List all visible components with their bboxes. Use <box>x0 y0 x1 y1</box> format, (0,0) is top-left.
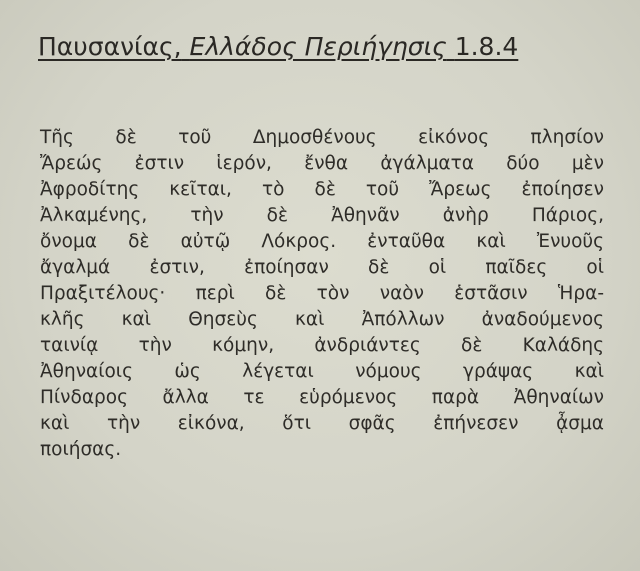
passage-line: Πίνδαρος ἄλλα τε εὑρόμενος παρὰ Ἀθηναίων <box>40 387 604 408</box>
author-name: Παυσανίας, <box>38 32 182 61</box>
passage-line: καὶ τὴν εἰκόνα, ὅτι σφᾶς ἐπήνεσεν ᾆσμα <box>40 413 604 434</box>
passage-reference: 1.8.4 <box>454 32 519 61</box>
passage-line: Ἄρεώς ἐστιν ἱερόν, ἔνθα ἀγάλματα δύο μὲν <box>40 153 604 174</box>
work-title: Ελλάδος Περιήγησις <box>189 32 447 61</box>
passage-line: ἄγαλμά ἐστιν, ἐποίησαν δὲ οἱ παῖδες οἱ <box>40 257 604 278</box>
greek-passage <box>40 125 604 463</box>
citation-heading <box>38 32 518 61</box>
passage-line: Τῆς δὲ τοῦ Δημοσθένους εἰκόνος πλησίον <box>40 127 604 148</box>
passage-line: κλῆς καὶ Θησεὺς καὶ Ἀπόλλων ἀναδούμενος <box>40 309 604 330</box>
passage-line: ποιήσας. <box>40 439 122 460</box>
passage-line: Πραξιτέλους· περὶ δὲ τὸν ναὸν ἑστᾶσιν Ἡρα- <box>40 283 604 304</box>
passage-line: ὄνομα δὲ αὐτῷ Λόκρος. ἐνταῦθα καὶ Ἐνυοῦς <box>40 231 604 252</box>
passage-line: Ἀφροδίτης κεῖται, τὸ δὲ τοῦ Ἄρεως ἐποίησεν <box>40 179 604 200</box>
passage-line: ταινίᾳ τὴν κόμην, ἀνδριάντες δὲ Καλάδης <box>40 335 604 356</box>
passage-line: Ἀθηναίοις ὡς λέγεται νόμους γράψας καὶ <box>40 361 604 382</box>
passage-line: Ἀλκαμένης, τὴν δὲ Ἀθηνᾶν ἀνὴρ Πάριος, <box>40 205 604 226</box>
